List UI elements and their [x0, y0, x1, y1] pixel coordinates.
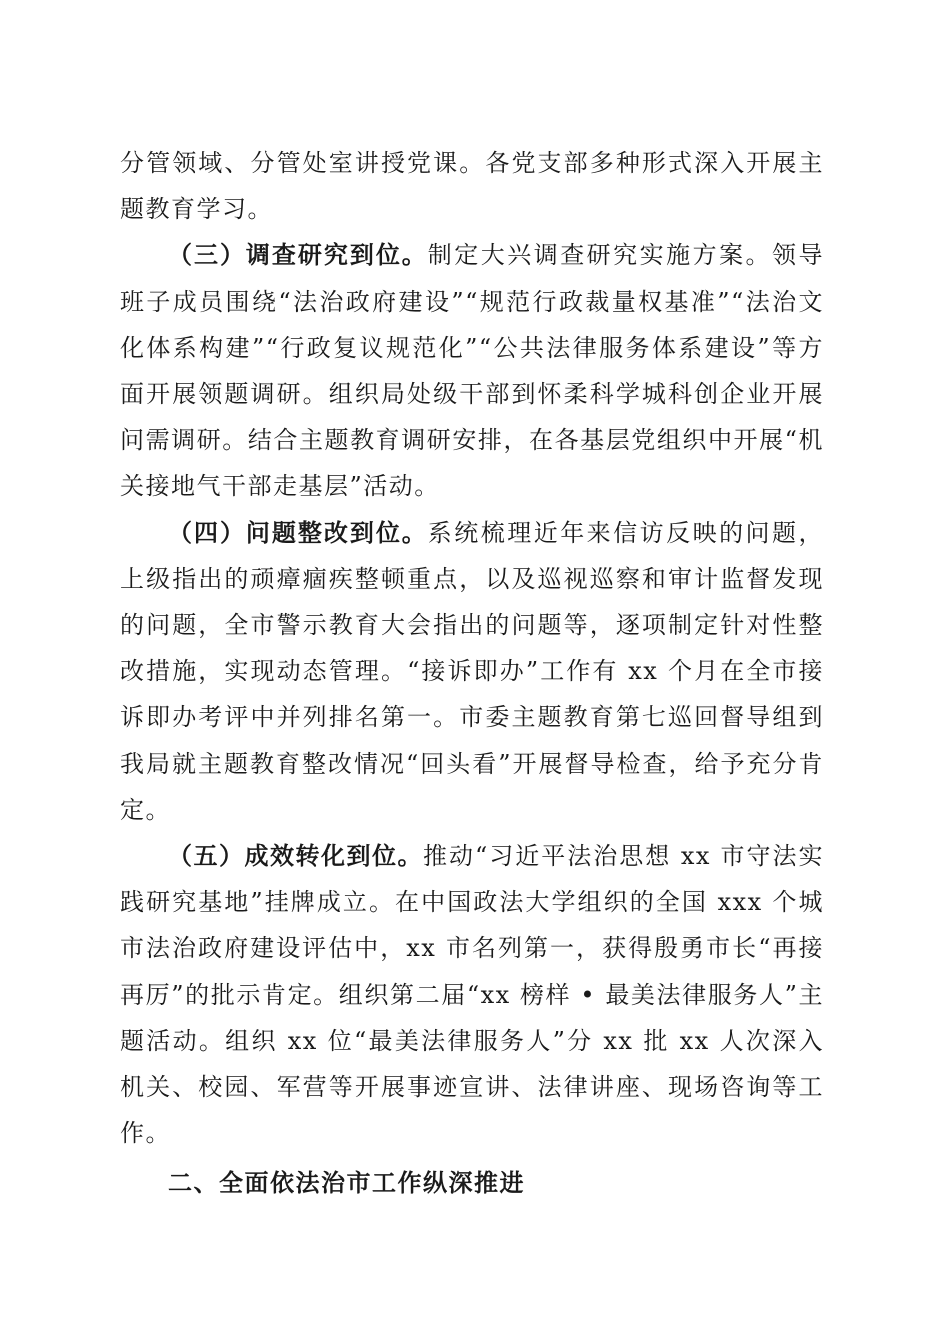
- section-heading: 二、全面依法治市工作纵深推进: [168, 1169, 525, 1198]
- paragraph-problem-rectification: [120, 510, 824, 833]
- paragraph-text: 推动“习近平法治思想 xx 市守法实践研究基地”挂牌成立。在中国政法大学组织的全国 xxx 个城市法治政府建设评估中，xx 市名列第一，获得殷勇市长“再接再厉”的批示肯定。组织第二届“xx 榜样 • 最美法律服务人”主题活动。组织 xx 位“最美法律服务人”分 xx 批 xx 人次深入机关、校园、军营等开展事迹宣讲、法律讲座、现场咨询等工作。: [120, 842, 824, 1148]
- paragraph-survey-research: [120, 232, 824, 509]
- paragraph-lead: （三）调查研究到位。: [168, 241, 428, 270]
- paragraph-text: 制定大兴调查研究实施方案。领导班子成员围绕“法治政府建设”“规范行政裁量权基准”“法治文化体系构建”“行政复议规范化”“公共法律服务体系建设”等方面开展领题调研。组织局处级干部到怀柔科学城科创企业开展问需调研。结合主题教育调研安排，在各基层党组织中开展“机关接地气干部走基层”活动。: [120, 241, 825, 501]
- paragraph-results-transformation: [120, 833, 824, 1156]
- document-page: [120, 140, 824, 1207]
- paragraph-lead: （四）问题整改到位。: [168, 518, 428, 547]
- paragraph-continuation: [120, 140, 824, 232]
- paragraph-text: 分管领域、分管处室讲授党课。各党支部多种形式深入开展主题教育学习。: [120, 149, 824, 224]
- paragraph-lead: （五）成效转化到位。: [168, 842, 423, 871]
- paragraph-text: 系统梳理近年来信访反映的问题，上级指出的顽瘴痼疾整顿重点，以及巡视巡察和审计监督发现的问题，全市警示教育大会指出的问题等，逐项制定针对性整改措施，实现动态管理。“接诉即办”工作有 xx 个月在全市接诉即办考评中并列排名第一。市委主题教育第七巡回督导组到我局就主题教育整改情况“回头看”开展督导检查，给予充分肯定。: [120, 518, 825, 824]
